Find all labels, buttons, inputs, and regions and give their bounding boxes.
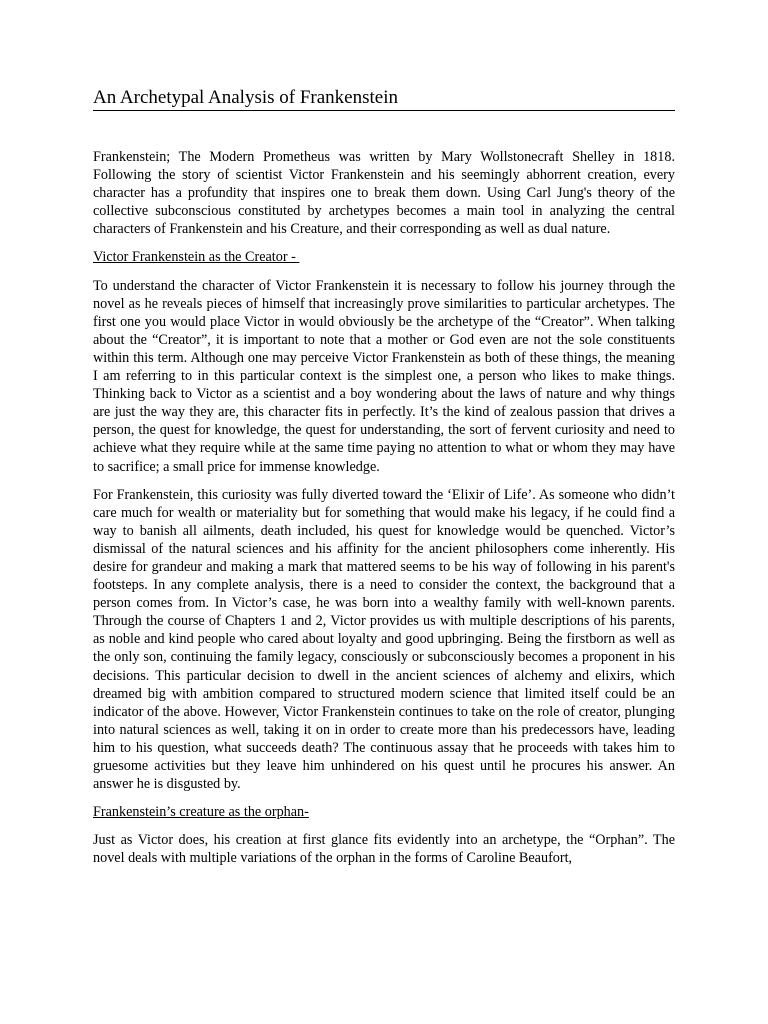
orphan-paragraph-1: Just as Victor does, his creation at first glance fits evidently into an archetype, the “Orphan”. The novel deals with multiple variations of the orphan in the forms of Caroline Beaufort,	[93, 832, 675, 867]
section-heading-orphan: Frankenstein’s creature as the orphan-	[93, 804, 309, 821]
creator-paragraph-2: For Frankenstein, this curiosity was fully diverted toward the ‘Elixir of Life’. As someone who didn’t care much for wealth or materiality but for something that would make his legacy, if he could find a way to banish all ailments, death included, his quest for knowledge would be quenched. Victor’s dismissal of the natural sciences and his affinity for the ancient philosophers come inherently. His desire for grandeur and making a mark that mattered seems to be his way of following in his parent's footsteps. In any complete analysis, there is a need to consider the context, the background that a person comes from. In Victor’s case, he was born into a wealthy family with well-known parents. Through the course of Chapters 1 and 2, Victor provides us with multiple descriptions of his parents, as noble and kind people who cared about loyalty and good upbringing. Being the firstborn as well as the only son, continuing the family legacy, consciously or subconsciously becomes a proponent in his decisions. This particular decision to dwell in the ancient sciences of alchemy and elixirs, which dreamed big with ambition compared to structured modern science that limited itself could be an indicator of the above. However, Victor Frankenstein continues to take on the role of creator, plunging into natural sciences as well, taking it on in order to create more than his predecessors have, leading him to his question, what succeeds death? The continuous assay that he proceeds with takes him to gruesome activities but they leave him unhindered on his quest until he procures his answer. An answer he is disgusted by.	[93, 486, 675, 793]
intro-paragraph: Frankenstein; The Modern Prometheus was written by Mary Wollstonecraft Shelley in 1818. Following the story of scientist Victor Frankenstein and his seemingly abhorrent creation, every character has a profundity that inspires one to break them down. Using Carl Jung's theory of the collective subconscious constituted by archetypes becomes a main tool in analyzing the central characters of Frankenstein and his Creature, and their corresponding as well as dual nature.	[93, 149, 675, 238]
document-body	[93, 148, 675, 877]
section-heading-creator: Victor Frankenstein as the Creator -	[93, 249, 300, 266]
document-title: An Archetypal Analysis of Frankenstein	[93, 86, 675, 111]
creator-paragraph-1: To understand the character of Victor Frankenstein it is necessary to follow his journey through the novel as he reveals pieces of himself that increasingly prove similarities to particular archetypes. The first one you would place Victor in would obviously be the archetype of the “Creator”. When talking about the “Creator”, it is important to note that a mother or God even are not the sole constituents within this term. Although one may perceive Victor Frankenstein as both of these things, the meaning I am referring to in this particular context is the simplest one, a person who likes to make things. Thinking back to Victor as a scientist and a boy wondering about the laws of nature and why things are just the way they are, this character fits in perfectly. It’s the kind of zealous passion that drives a person, the quest for knowledge, the quest for understanding, the sort of fervent curiosity and need to achieve what they require while at the same time paying no attention to what or whom they may have to sacrifice; a small price for immense knowledge.	[93, 277, 675, 475]
